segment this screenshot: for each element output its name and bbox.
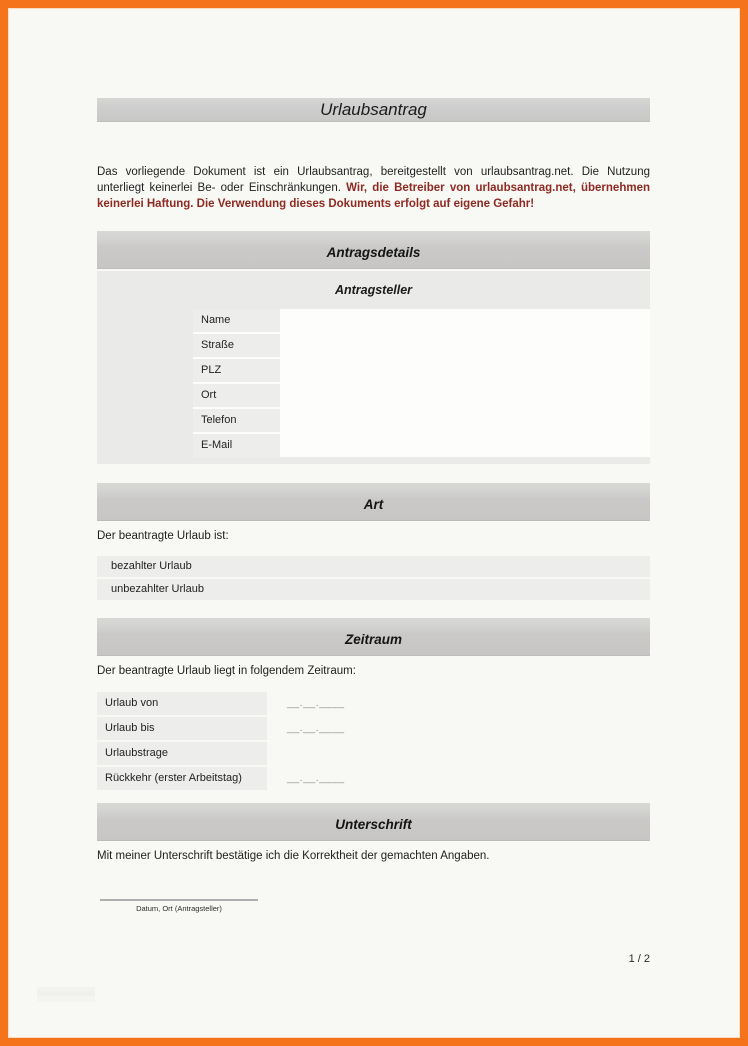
field-value-plz[interactable] bbox=[280, 359, 650, 382]
document-content bbox=[97, 98, 650, 965]
field-value-strasse[interactable] bbox=[280, 334, 650, 357]
intro-paragraph bbox=[97, 164, 650, 212]
field-label-urlaub-bis: Urlaub bis bbox=[97, 717, 267, 740]
section-heading-art: Art bbox=[97, 483, 650, 521]
antragsteller-block bbox=[97, 271, 650, 464]
table-row bbox=[193, 409, 650, 432]
table-row bbox=[193, 434, 650, 457]
table-row bbox=[97, 717, 650, 740]
field-label-plz: PLZ bbox=[193, 359, 280, 382]
section-heading-zeitraum: Zeitraum bbox=[97, 618, 650, 656]
field-label-rueckkehr: Rückkehr (erster Arbeitstag) bbox=[97, 767, 267, 790]
field-label-email: E-Mail bbox=[193, 434, 280, 457]
field-label-urlaubstrage: Urlaubstrage bbox=[97, 742, 267, 765]
table-row bbox=[97, 692, 650, 715]
subsection-heading-antragsteller: Antragsteller bbox=[334, 283, 413, 297]
option-bezahlter-urlaub[interactable]: bezahlter Urlaub bbox=[97, 556, 650, 577]
signature-line bbox=[100, 899, 258, 901]
field-label-ort: Ort bbox=[193, 384, 280, 407]
field-label-urlaub-von: Urlaub von bbox=[97, 692, 267, 715]
field-value-rueckkehr[interactable]: __.__.____ bbox=[287, 772, 345, 784]
field-value-ort[interactable] bbox=[280, 384, 650, 407]
field-value-urlaub-bis[interactable]: __.__.____ bbox=[287, 722, 345, 734]
field-value-urlaubstrage[interactable] bbox=[267, 742, 650, 765]
field-label-name: Name bbox=[193, 309, 280, 332]
field-value-telefon[interactable] bbox=[280, 409, 650, 432]
signature-block[interactable] bbox=[100, 899, 258, 913]
field-value-email[interactable] bbox=[280, 434, 650, 457]
table-row bbox=[97, 742, 650, 765]
document-sheet bbox=[8, 8, 740, 1038]
zeitraum-table bbox=[97, 692, 650, 790]
unterschrift-lead-text: Mit meiner Unterschrift bestätige ich die Korrektheit der gemachten Angaben. bbox=[97, 850, 490, 862]
section-heading-unterschrift: Unterschrift bbox=[97, 803, 650, 841]
table-row bbox=[193, 309, 650, 332]
table-row bbox=[97, 767, 650, 790]
antragsteller-table bbox=[193, 309, 650, 457]
table-row bbox=[193, 384, 650, 407]
page-indicator: 1 / 2 bbox=[628, 953, 650, 965]
field-label-strasse: Straße bbox=[193, 334, 280, 357]
zeitraum-lead-text: Der beantragte Urlaub liegt in folgendem Zeitraum: bbox=[97, 665, 356, 677]
section-heading-antragsdetails: Antragsdetails bbox=[97, 231, 650, 269]
field-value-urlaub-von[interactable]: __.__.____ bbox=[287, 697, 345, 709]
table-row bbox=[193, 359, 650, 382]
signature-caption: Datum, Ort (Antragsteller) bbox=[136, 904, 222, 913]
intro-warning-text: Wir, die Betreiber von urlaubsantrag.net, übernehmen keinerlei Haftung. Die Verwendung dieses Dokuments erfolgt auf eigene Gefahr! bbox=[97, 182, 650, 210]
intro-normal-text: Das vorliegende Dokument ist ein Urlaubsantrag, bereitgestellt von urlaubsantrag.net. Die Nutzung unterliegt keinerlei Be- oder Einschränkungen. bbox=[97, 166, 650, 194]
document-title: Urlaubsantrag bbox=[97, 98, 650, 122]
field-label-telefon: Telefon bbox=[193, 409, 280, 432]
art-lead-text: Der beantragte Urlaub ist: bbox=[97, 530, 229, 542]
faint-watermark bbox=[37, 987, 95, 1002]
art-options bbox=[97, 556, 650, 600]
field-value-name[interactable] bbox=[280, 309, 650, 332]
option-unbezahlter-urlaub[interactable]: unbezahlter Urlaub bbox=[97, 579, 650, 600]
table-row bbox=[193, 334, 650, 357]
